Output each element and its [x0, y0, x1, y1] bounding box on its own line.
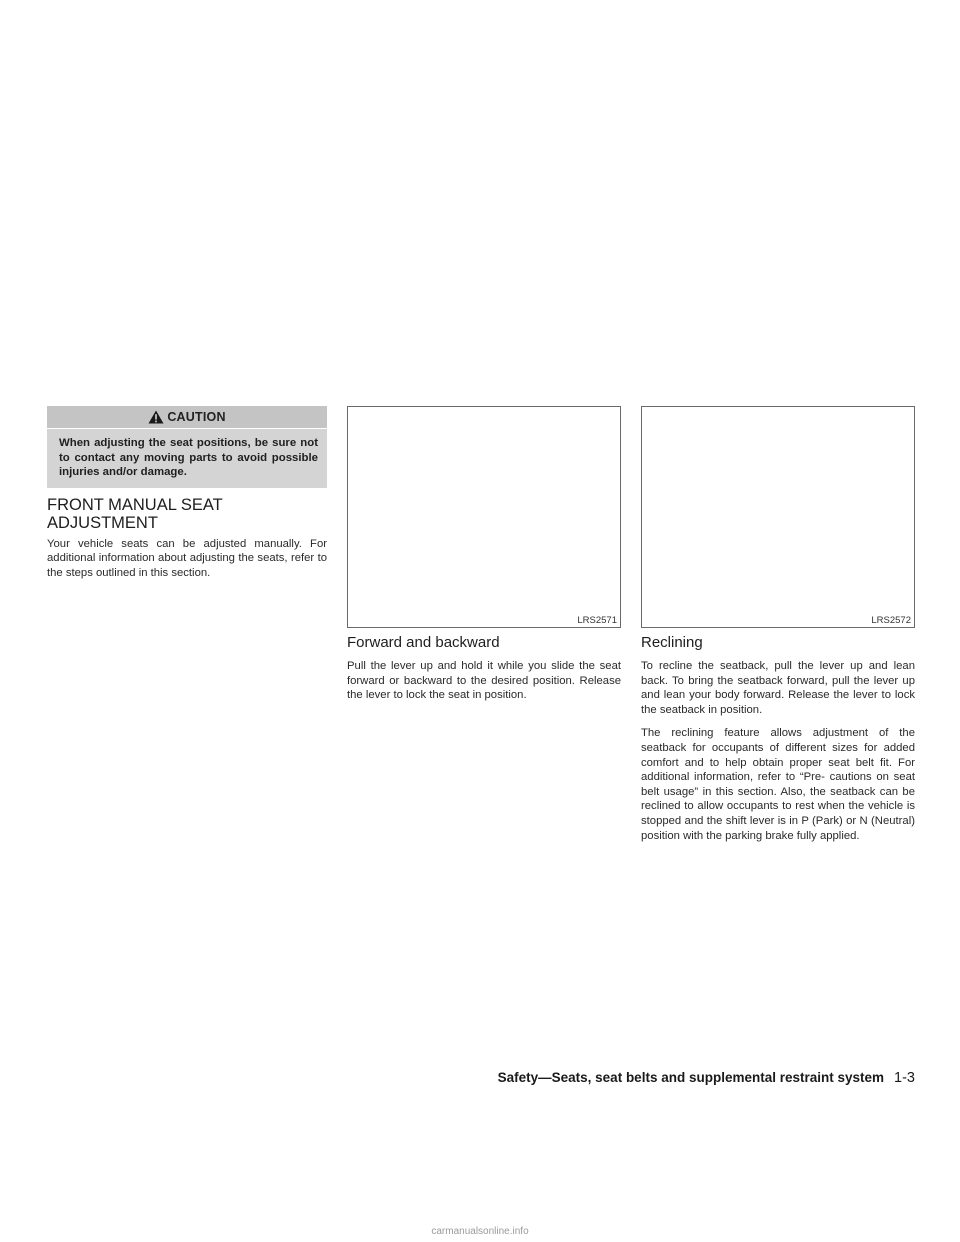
reclining-text-2: The reclining feature allows adjustment of the seatback for occupants of different sizes for added comfort and to help obtain proper seat belt fit. For additional information, refer to “Pre- cautions on seat belt usage” in this section. Also, the seatback can be reclined to allow occupants to rest when the vehicle is stopped and the shift lever is in P (Park) or N (Neutral) position with the parking brake fully applied. [641, 727, 915, 842]
figure-forward-backward [347, 406, 621, 628]
reclining-heading: Reclining [641, 634, 703, 651]
page-number: 1-3 [894, 1070, 915, 1086]
watermark: carmanualsonline.info [431, 1226, 529, 1237]
section-intro: Your vehicle seats can be adjusted manually. For additional information about adjusting the seats, refer to the steps outlined in this section. [47, 537, 327, 579]
figure-reclining [641, 406, 915, 628]
forward-backward-text: Pull the lever up and hold it while you slide the seat forward or backward to the desired position. Release the lever to lock the seat in position. [347, 660, 621, 702]
column-right [641, 406, 915, 852]
section-title-line2: ADJUSTMENT [47, 513, 158, 532]
caution-text: When adjusting the seat positions, be sure not to contact any moving parts to avoid possible injuries and/or damage. [59, 437, 318, 478]
figure-code: LRS2571 [577, 615, 617, 626]
caution-box [47, 406, 327, 488]
caution-header [47, 406, 327, 429]
column-left [47, 406, 327, 589]
caution-heading: CAUTION [167, 410, 226, 424]
forward-backward-heading: Forward and backward [347, 634, 500, 651]
section-title [47, 496, 327, 532]
footer-title: Safety—Seats, seat belts and supplemental restraint system [497, 1070, 885, 1085]
column-middle [347, 406, 621, 712]
warning-icon [148, 410, 164, 424]
reclining-text-1: To recline the seatback, pull the lever up and lean back. To bring the seatback forward, pull the lever up and lean your body forward. Release the lever to lock the seatback in position. [641, 660, 915, 716]
section-title-line1: FRONT MANUAL SEAT [47, 495, 223, 514]
figure-code: LRS2572 [871, 615, 911, 626]
page-footer [498, 1070, 915, 1086]
